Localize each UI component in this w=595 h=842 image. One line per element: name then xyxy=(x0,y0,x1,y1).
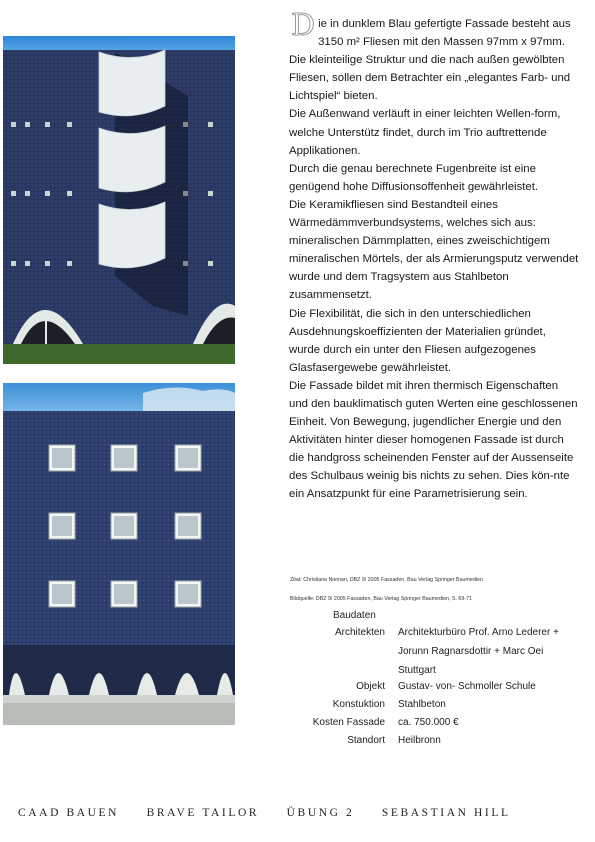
footer-item: CAAD BAUEN xyxy=(18,807,120,819)
facts-value: Heilbronn xyxy=(398,735,441,746)
facts-row xyxy=(0,717,595,735)
paragraph-4: Durch die genau berechnete Fugenbreite ist eine genügend hohe Diffusionsoffenheit gewährleistet. xyxy=(289,162,539,193)
facts-value: Jorunn Ragnarsdottir + Marc Oei xyxy=(398,646,544,657)
facts-row xyxy=(0,627,595,645)
facts-row xyxy=(0,681,595,699)
facade-photo-1-image xyxy=(3,36,235,364)
footer-item: ÜBUNG 2 xyxy=(286,807,355,819)
paragraph-3: Die Außenwand verläuft in einer leichten Wellen-form, welche Unterstütz findet, durch im Trio auftrettende Applikationen. xyxy=(289,108,561,157)
drop-cap: D xyxy=(291,8,316,43)
facts-label: Architekten xyxy=(334,627,385,638)
footer-item: BRAVE TAILOR xyxy=(146,807,260,819)
facts-value: ca. 750.000 € xyxy=(398,717,459,728)
facts-value: Stahlbeton xyxy=(398,699,446,710)
facts-label: Kosten Fassade xyxy=(312,717,385,728)
facts-value: Stuttgart xyxy=(398,665,436,676)
footer-item: SEBASTIAN HILL xyxy=(381,807,511,819)
body-text xyxy=(289,8,579,504)
facts-label: Objekt xyxy=(356,681,385,692)
facts-value: Architekturbüro Prof. Arno Lederer + xyxy=(398,627,559,638)
facts-title: Baudaten xyxy=(333,610,376,621)
paragraph-7: Die Fassade bildet mit ihren thermisch Eigenschaften und den bauklimatisch guten Werten eine geschlossenen Einheit. Von Bewegung, jugendlicher Energie und den Aktivitäten hinter dieser homogenen Fassade ist durch die handgross scheinenden Fenster auf der Aussenseite des Schulbaus weinig bis nichts zu sehen. Dies kön-nte ein Ansatzpunkt für eine Parametrisierung sein. xyxy=(289,379,578,501)
facts-label: Standort xyxy=(347,735,385,746)
quote-citation: Zitat: Christiane Nieman, DBZ 9/ 2005 Fassaden, Bau Verlag Springer Baumedien xyxy=(290,577,483,583)
footer xyxy=(18,807,533,819)
paragraph-2: Die kleinteilige Struktur und die nach außen gewölbten Fliesen, sollen dem Betrachter ein „elegantes Farb- und Lichtspiel“ bieten. xyxy=(289,54,571,103)
facade-photo-applications xyxy=(3,36,235,364)
facts-row xyxy=(0,646,595,664)
facts-row xyxy=(0,735,595,753)
paragraph-5: Die Keramikfliesen sind Bestandteil eines Wärmedämmverbundsystems, welches sich aus: mineralischen Dämmplatten, eines zweischichtigem mineralischen Mörtels, der als Armierungsputz verwendet wurde und dem Tragsystem aus Stahlbeton zusammensetzt. xyxy=(289,198,579,302)
paragraph-6: Die Flexibilität, die sich in den unterschiedlichen Ausdehnungskoeffizienten der Materialien gründet, wurde durch ein unter den Fliesen aufgezogenes Glasfasergewebe gewährleistet. xyxy=(289,307,546,374)
paragraph-1: ie in dunklem Blau gefertigte Fassade besteht aus 3150 m² Fliesen mit den Massen 97mm x 97mm. xyxy=(318,18,571,49)
facts-row xyxy=(0,699,595,717)
facts-value: Gustav- von- Schmoller Schule xyxy=(398,681,536,692)
facts-label: Konstuktion xyxy=(332,699,385,710)
image-source-citation: Bildquelle: DBZ 9/ 2005 Fassaden, Bau Verlag Springer Baumedien, S. 69-71 xyxy=(290,596,472,602)
